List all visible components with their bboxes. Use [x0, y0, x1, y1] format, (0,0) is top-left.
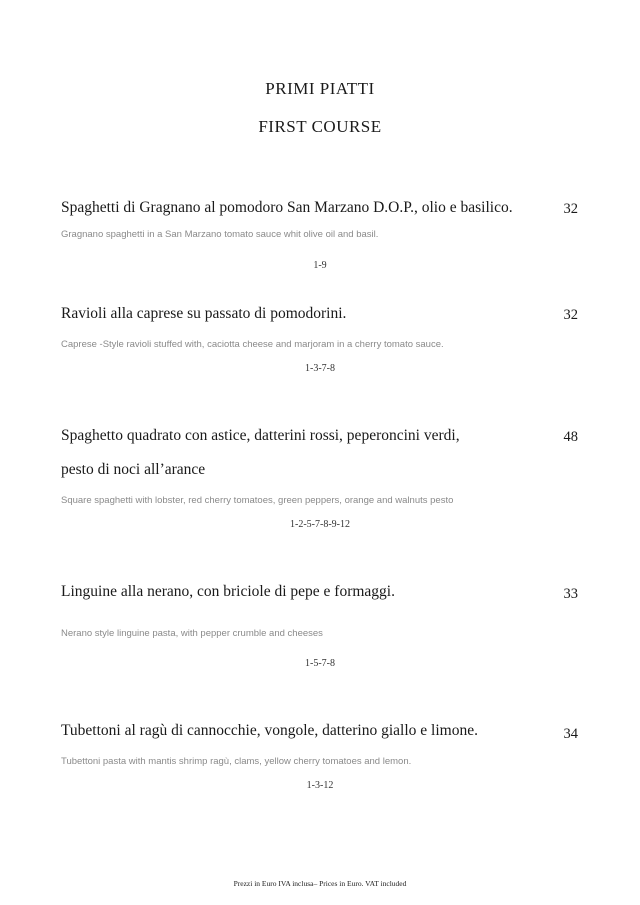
- dish-allergens: 1-2-5-7-8-9-12: [290, 519, 350, 530]
- menu-subtitle: FIRST COURSE: [258, 117, 382, 136]
- dish-description: Nerano style linguine pasta, with pepper crumble and cheeses: [61, 628, 323, 639]
- dish-allergens: 1-5-7-8: [305, 658, 335, 669]
- dish-name-line2: pesto di noci all’arance: [61, 461, 206, 478]
- dish-name: Spaghetto quadrato con astice, datterini rossi, peperoncini verdi,: [61, 427, 460, 444]
- dish-allergens: 1-3-12: [306, 780, 334, 791]
- dish-price: 48: [563, 429, 578, 445]
- dish-description: Square spaghetti with lobster, red cherry tomatoes, green peppers, orange and walnuts pesto: [61, 495, 454, 506]
- dish-name: Ravioli alla caprese su passato di pomodorini.: [61, 305, 347, 322]
- menu-title: PRIMI PIATTI: [265, 79, 375, 98]
- dish-price: 33: [563, 586, 578, 602]
- dish-name: Spaghetti di Gragnano al pomodoro San Marzano D.O.P., olio e basilico.: [61, 199, 513, 216]
- dish-name: Linguine alla nerano, con briciole di pepe e formaggi.: [61, 583, 395, 600]
- dish-price: 34: [563, 726, 578, 742]
- dish-allergens: 1-9: [313, 260, 327, 271]
- dish-description: Tubettoni pasta with mantis shrimp ragù, clams, yellow cherry tomatoes and lemon.: [61, 756, 412, 767]
- dish-price: 32: [563, 307, 578, 323]
- dish-description: Caprese -Style ravioli stuffed with, caciotta cheese and marjoram in a cherry tomato sauce.: [61, 339, 444, 350]
- dish-name: Tubettoni al ragù di cannocchie, vongole, datterino giallo e limone.: [61, 722, 478, 739]
- dish-price: 32: [563, 201, 578, 217]
- price-note: Prezzi in Euro IVA inclusa– Prices in Euro. VAT included: [233, 879, 407, 888]
- dish-allergens: 1-3-7-8: [305, 363, 335, 374]
- dish-description: Gragnano spaghetti in a San Marzano tomato sauce whit olive oil and basil.: [61, 229, 379, 240]
